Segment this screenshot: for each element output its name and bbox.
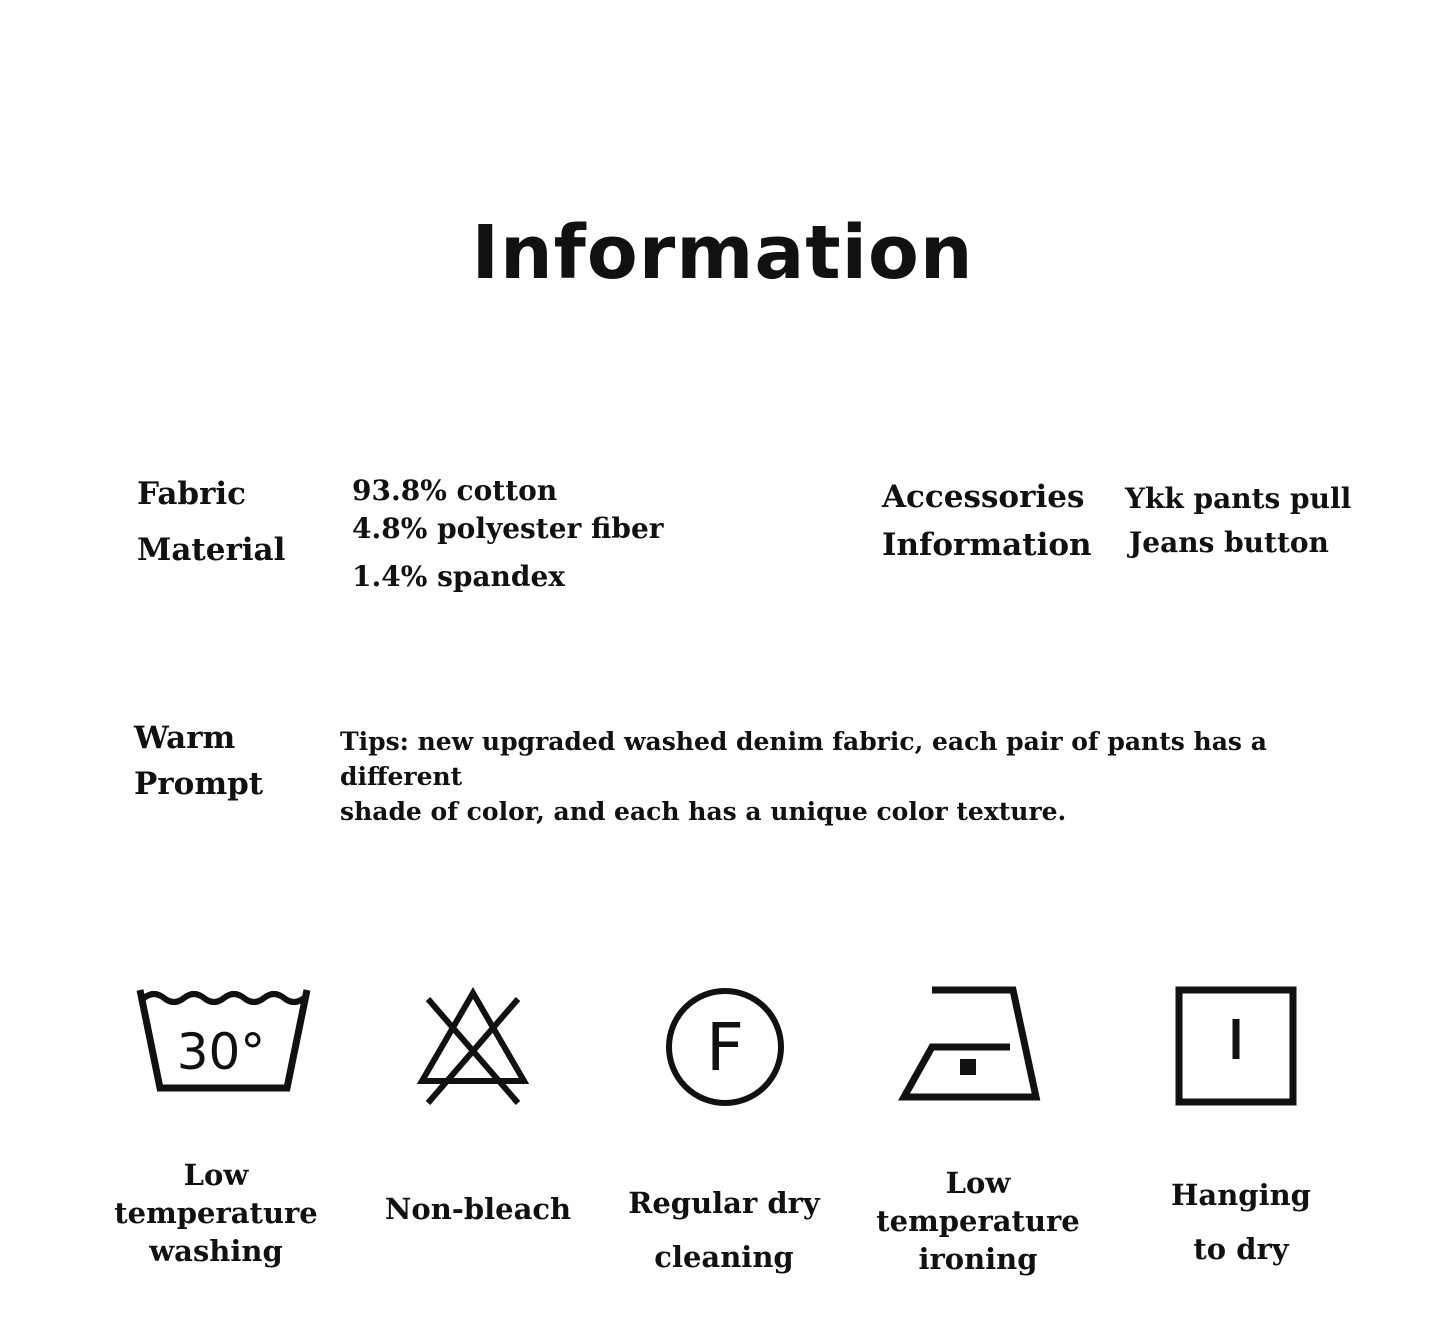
fabric-value-polyester: 4.8% polyester fiber xyxy=(352,512,664,545)
care-label-line: temperature xyxy=(876,1204,1080,1238)
dry-clean-letter: F xyxy=(706,1009,744,1086)
care-label-line: Regular dry xyxy=(628,1186,820,1220)
dry-clean-f-icon xyxy=(663,986,787,1108)
tips-line1: Tips: new upgraded washed denim fabric, each pair of pants has a different xyxy=(340,727,1267,791)
warm-prompt-label xyxy=(134,715,263,807)
fabric-label xyxy=(137,466,285,578)
care-label-line: Low xyxy=(945,1166,1011,1200)
care-label-line: cleaning xyxy=(654,1240,794,1274)
fabric-label-line2: Material xyxy=(137,532,286,568)
warm-prompt-label-line1: Warm xyxy=(134,720,236,756)
accessories-label-line1: Accessories xyxy=(882,479,1085,515)
tips-line2: shade of color, and each has a unique color texture. xyxy=(340,797,1067,826)
care-label-line: ironing xyxy=(918,1242,1038,1276)
wash-30-icon xyxy=(136,984,311,1094)
fabric-value-cotton: 93.8% cotton xyxy=(352,474,558,507)
wash-temp-text: 30° xyxy=(176,1023,266,1081)
no-bleach-icon xyxy=(414,985,532,1107)
fabric-value-spandex: 1.4% spandex xyxy=(352,560,565,593)
care-label-ironing xyxy=(848,1164,1108,1278)
care-label-dry-clean xyxy=(594,1176,854,1284)
care-label-washing xyxy=(86,1156,346,1270)
care-label-line: Non-bleach xyxy=(384,1192,572,1226)
accessory-button: Jeans button xyxy=(1129,526,1329,559)
care-label-line: temperature xyxy=(114,1196,318,1230)
care-label-line: Hanging xyxy=(1171,1178,1311,1212)
iron-low-icon xyxy=(898,985,1044,1105)
warm-prompt-label-line2: Prompt xyxy=(134,766,264,802)
care-label-line: washing xyxy=(149,1234,283,1268)
warm-prompt-tips xyxy=(340,724,1320,829)
fabric-label-line1: Fabric xyxy=(137,476,247,512)
care-label-hanging xyxy=(1111,1168,1371,1276)
care-label-line: Low xyxy=(183,1158,249,1192)
care-label-line: to dry xyxy=(1193,1232,1289,1266)
care-label-bleach xyxy=(348,1190,608,1228)
page-title: Information xyxy=(471,210,974,296)
hang-dry-icon xyxy=(1174,985,1298,1107)
accessory-zipper: Ykk pants pull xyxy=(1125,482,1352,515)
accessories-label xyxy=(882,473,1092,569)
accessories-label-line2: Information xyxy=(882,527,1092,563)
